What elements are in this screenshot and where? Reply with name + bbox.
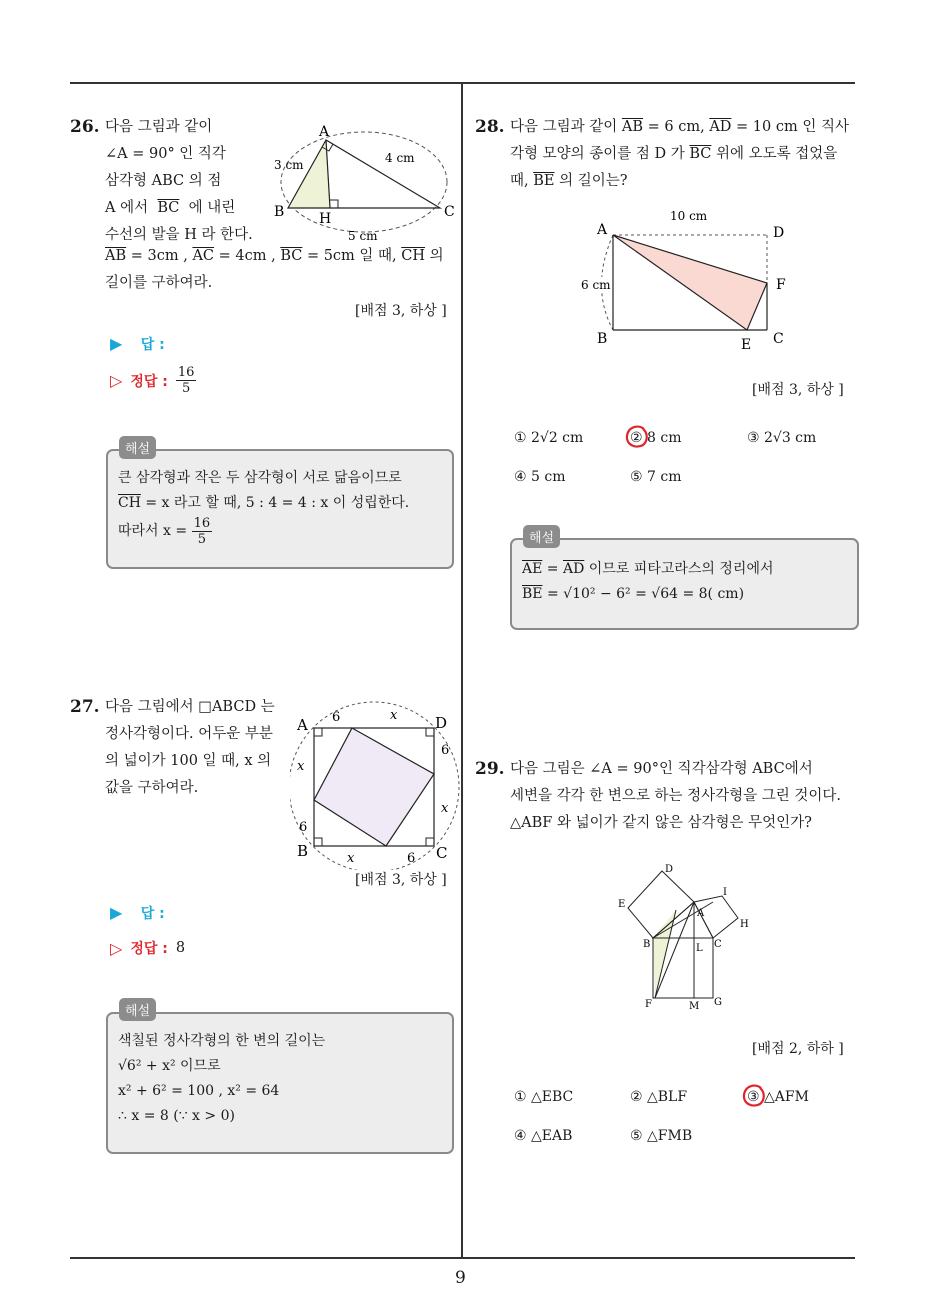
triangle-outline-icon: ▷	[110, 938, 123, 958]
be-segment: $\overline{BE}$	[522, 586, 543, 602]
q26-ch-value: 의	[425, 248, 444, 264]
play-icon: ▶	[110, 903, 123, 922]
denominator: 5	[197, 532, 206, 547]
q29-fig-label-i: I	[723, 887, 727, 898]
ad-segment: $\overline{AD}$	[562, 561, 585, 577]
q27-fig-label-a: A	[297, 716, 308, 734]
q28-fig-label-d: D	[773, 225, 785, 241]
numerator: 16	[177, 365, 195, 380]
column-divider	[461, 84, 463, 1258]
q29-fig-label-d: D	[665, 864, 674, 875]
q28-line: = 6 cm,	[643, 119, 710, 135]
solution-line: 색칠된 정사각형의 한 변의 길이는	[118, 1033, 326, 1049]
q29-fig-label-f: F	[645, 999, 652, 1010]
q28-fig-label-e: E	[741, 337, 752, 353]
q27-fig-six: 6	[441, 743, 450, 758]
q27-number: 27.	[70, 697, 100, 717]
q26-meta: [배점 3, 하상 ]	[355, 303, 447, 319]
q28-line: 다음 그림과 같이	[510, 119, 622, 135]
q28-fig-label-f: F	[776, 277, 786, 293]
q26-fig-ac: 4 cm	[385, 151, 415, 165]
q26-ac: $\overline{AC}$	[192, 248, 215, 264]
solution-line: =	[542, 561, 563, 577]
q27-answer-row	[110, 903, 165, 923]
q28-fig-label-a: A	[597, 222, 608, 238]
q27-fig-six: 6	[299, 820, 308, 835]
solution-line: = x 라고 할 때, 5 : 4 = 4 : x 이 성립한다.	[140, 495, 410, 511]
q29-fig-label-m: M	[689, 1001, 700, 1012]
q26-bc2: $\overline{BC}$	[280, 248, 303, 264]
q29-line: 다음 그림은 ∠A = 90°인 직각삼각형 ABC에서	[510, 761, 813, 777]
q26-line: 다음 그림과 같이	[105, 119, 213, 135]
q26-conditions	[105, 243, 444, 270]
q26-line: 에 내린	[188, 200, 236, 216]
q29-meta: [배점 2, 하하 ]	[752, 1041, 844, 1057]
q26-fig-ab: 3 cm	[274, 158, 304, 172]
q27-fig-label-d: D	[435, 714, 448, 732]
q27-fig-six: 6	[407, 851, 416, 866]
q29-fig-label-l: L	[696, 943, 703, 954]
q27-fig-x: x	[297, 759, 305, 774]
q27-line: 의 넓이가 100 일 때, x 의	[105, 753, 272, 769]
q27-solution-text	[118, 1029, 448, 1129]
q26-line: 수선의 발을 H 라 한다.	[105, 227, 253, 243]
q29-fig-label-b: B	[643, 939, 651, 950]
q29-line: 세변을 각각 한 변으로 하는 정사각형을 그린 것이다.	[510, 788, 842, 804]
q27-figure	[290, 700, 460, 870]
q29-figure	[610, 860, 760, 1020]
bottom-rule	[70, 1257, 855, 1259]
q26-correct-row	[110, 365, 196, 396]
q28-number: 28.	[475, 117, 505, 137]
q27-correct-value: 8	[175, 940, 186, 956]
triangle-outline-icon: ▷	[110, 371, 123, 390]
q26-ac-value: = 4cm ,	[214, 248, 281, 264]
page-number: 9	[455, 1268, 466, 1288]
q29-line: △ABF 와 넓이가 같지 않은 삼각형은 무엇인가?	[510, 815, 812, 831]
q26-line: 삼각형 ABC 의 점	[105, 173, 222, 189]
q27-fig-x: x	[441, 801, 449, 816]
q26-bc-value: = 5cm 일 때,	[302, 248, 402, 264]
q28-line: 각형 모양의 종이를 점 D 가	[510, 146, 690, 162]
q26-fig-label-b: B	[274, 204, 285, 220]
q28-solution-tag: 해설	[523, 525, 560, 548]
solution-line: = √10² − 6² = √64 = 8( cm)	[542, 586, 745, 602]
q29-fig-label-g: G	[714, 997, 722, 1008]
q26-correct-label: 정답 :	[130, 373, 168, 390]
q29-fig-label-h: H	[740, 919, 749, 930]
q28-text	[510, 114, 858, 195]
q29-fig-label-e: E	[618, 899, 626, 910]
solution-line: x² + 6² = 100 , x² = 64	[118, 1083, 280, 1099]
q26-correct-fraction	[176, 365, 197, 396]
q28-line: 위에 오도록 접었을	[711, 146, 838, 162]
q26-fig-bc: 5 cm	[348, 229, 378, 243]
q26-answer-row	[110, 334, 165, 354]
q28-ad: $\overline{AD}$	[709, 119, 732, 135]
q26-line: ∠A = 90° 인 직각	[105, 146, 226, 162]
q28-fig-label-b: B	[597, 331, 608, 347]
q27-text	[105, 694, 285, 802]
q26-fig-label-h: H	[319, 211, 332, 227]
q28-line: 때,	[510, 173, 534, 189]
q28-be: $\overline{BE}$	[533, 173, 555, 189]
q26-ab: $\overline{AB}$	[105, 248, 127, 264]
q27-fig-label-c: C	[436, 844, 448, 862]
q27-fig-x: x	[347, 851, 355, 866]
q29-choice-2[interactable]: ② △BLF	[630, 1089, 688, 1105]
play-icon: ▶	[110, 334, 123, 353]
q29-choice-5[interactable]: ⑤ △FMB	[630, 1128, 693, 1144]
q29-fig-label-a: A	[697, 908, 705, 919]
q27-line: 값을 구하여라.	[105, 780, 199, 796]
q27-correct-row	[110, 938, 185, 958]
q29-fig-label-c: C	[714, 939, 722, 950]
q26-text	[105, 114, 260, 249]
q27-fig-x: x	[390, 708, 398, 723]
q28-fig-left: 6 cm	[581, 278, 611, 292]
q29-choice-4[interactable]: ④ △EAB	[514, 1128, 573, 1144]
q26-line: A 에서	[105, 200, 149, 216]
q27-fig-six: 6	[332, 710, 341, 725]
solution-line: 큰 삼각형과 작은 두 삼각형이 서로 닮음이므로	[118, 470, 402, 486]
q28-choice-2[interactable]: ② 8 cm	[630, 430, 682, 446]
q29-choice-3[interactable]: ③ △AFM	[747, 1089, 809, 1105]
q26-fig-label-a: A	[319, 124, 330, 140]
q26-fig-label-c: C	[444, 204, 455, 220]
numerator: 16	[193, 516, 211, 531]
q27-line: 다음 그림에서 □ABCD 는	[105, 699, 275, 715]
q28-line: 의 길이는?	[554, 173, 628, 189]
q28-ab: $\overline{AB}$	[621, 119, 644, 135]
q28-choice-1[interactable]: ① 2√2 cm	[514, 430, 584, 446]
q27-answer-label: 답 :	[140, 906, 165, 922]
solution-line: √6² + x² 이므로	[118, 1058, 221, 1074]
red-circle-mark	[741, 1083, 767, 1109]
q26-number: 26.	[70, 117, 100, 137]
q26-solution-tag: 해설	[119, 436, 156, 459]
q28-choice-3[interactable]: ③ 2√3 cm	[747, 430, 817, 446]
solution-line: 따라서 x =	[118, 523, 192, 539]
q26-solution-text	[118, 466, 448, 547]
denominator: 5	[181, 381, 191, 396]
q28-fig-top: 10 cm	[670, 209, 708, 223]
ae-segment: $\overline{AE}$	[522, 561, 543, 577]
q28-solution-text	[522, 557, 852, 607]
solution-line: ∴ x = 8 (∵ x > 0)	[118, 1108, 235, 1124]
q29-text	[510, 756, 858, 837]
red-circle-mark	[624, 424, 650, 450]
q26-ab-value: = 3cm ,	[126, 248, 193, 264]
q28-meta: [배점 3, 하상 ]	[752, 382, 844, 398]
q26-bc: $\overline{BC}$	[157, 200, 180, 216]
ch-segment: $\overline{CH}$	[118, 495, 141, 511]
solution-line: 이므로 피타고라스의 정리에서	[584, 561, 774, 577]
q28-bc: $\overline{BC}$	[689, 146, 712, 162]
q26-figure	[268, 124, 468, 244]
q28-fig-label-c: C	[773, 331, 784, 347]
q27-fig-label-b: B	[297, 842, 309, 860]
q28-choice-5[interactable]: ⑤ 7 cm	[630, 469, 682, 485]
q26-ch: $\overline{CH}$	[401, 248, 426, 264]
q27-line: 정사각형이다. 어두운 부분	[105, 726, 273, 742]
q29-choice-1[interactable]: ① △EBC	[514, 1089, 574, 1105]
solution-fraction	[192, 516, 213, 547]
q28-line: = 10 cm 인 직사	[731, 119, 849, 135]
q27-correct-label: 정답 :	[130, 941, 168, 957]
q28-choice-4[interactable]: ④ 5 cm	[514, 469, 566, 485]
q27-meta: [배점 3, 하상 ]	[355, 872, 447, 888]
q27-solution-tag: 해설	[119, 998, 156, 1021]
q29-number: 29.	[475, 759, 505, 779]
q26-line-last: 길이를 구하여라.	[105, 275, 213, 291]
q26-answer-label: 답 :	[140, 337, 165, 353]
q28-figure	[580, 205, 790, 355]
